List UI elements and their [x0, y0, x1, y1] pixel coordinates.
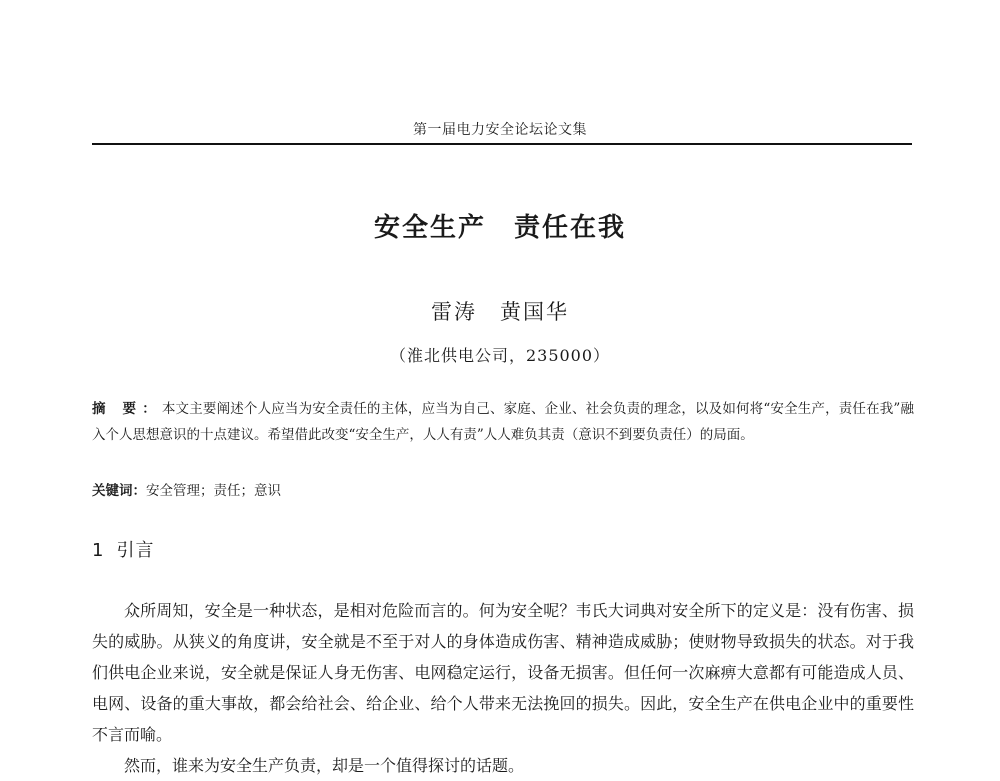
header-rule [92, 143, 912, 145]
keywords-text: 安全管理；责任；意识 [146, 483, 281, 499]
keywords-label: 关键词： [92, 483, 146, 499]
abstract-text: 本文主要阐述个人应当为安全责任的主体，应当为自己、家庭、企业、社会负责的理念，以及如何将“安全生产，责任在我”融入个人思想意识的十点建议。希望借此改变“安全生产，人人有责”人人难负其责（意识不到要负责任）的局面。 [92, 401, 914, 443]
paper-title: 安全生产 责任在我 [373, 213, 626, 243]
running-header: 第一届电力安全论坛论文集 [413, 122, 587, 138]
section-heading [92, 536, 154, 562]
keywords [92, 478, 914, 504]
authors: 雷涛 黄国华 [431, 300, 569, 324]
abstract-label: 摘 要： [92, 401, 162, 417]
abstract [92, 396, 914, 448]
paragraph: 众所周知，安全是一种状态，是相对危险而言的。何为安全呢？韦氏大词典对安全所下的定义是：没有伤害、损失的威胁。从狭义的角度讲，安全就是不至于对人的身体造成伤害、精神造成威胁；使财物导致损失的状态。对于我们供电企业来说，安全就是保证人身无伤害、电网稳定运行，设备无损害。但任何一次麻痹大意都有可能造成人员、电网、设备的重大事故，都会给社会、给企业、给个人带来无法挽回的损失。因此，安全生产在供电企业中的重要性不言而喻。 [92, 601, 914, 744]
body-text [92, 595, 914, 781]
affiliation: （淮北供电公司，235000） [389, 346, 611, 365]
section-number: 1 [92, 540, 105, 561]
paragraph: 然而，谁来为安全生产负责，却是一个值得探讨的话题。 [124, 756, 525, 775]
section-title: 引言 [116, 540, 155, 561]
